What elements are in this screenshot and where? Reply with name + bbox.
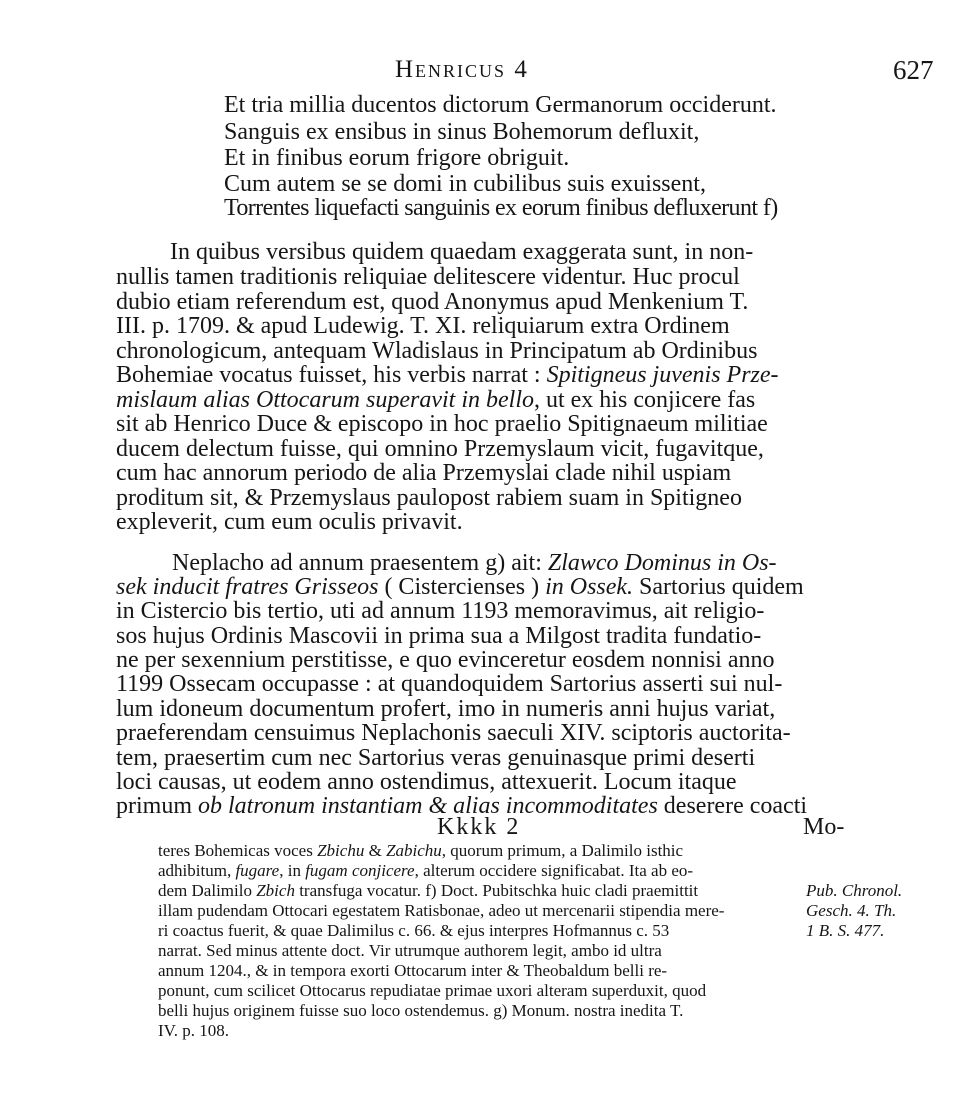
paragraph-line: In quibus versibus quidem quaedam exaggerata sunt, in non- [170,239,754,265]
text-run: adhibitum, [158,861,236,880]
italic-run: sek inducit fratres Grisseos [116,574,379,600]
paragraph-line: tem, praesertim cum nec Sartorius veras genuinasque primi deserti [116,745,756,771]
italic-run: Zabichu [386,841,442,860]
footnote-line: illam pudendam Ottocari egestatem Ratisbonae, adeo ut mercenarii stipendia mere- [158,901,725,920]
catchword: Mo- [803,814,845,840]
paragraph-line: cum hac annorum periodo de alia Przemyslai clade nihil uspiam [116,460,732,486]
text-run: , alterum occidere significabat. Ita ab eo- [414,861,694,880]
verse-line: Et in finibus eorum frigore obriguit. [224,145,570,171]
text-run: Bohemiae vocatus fuisset, his verbis narrat : [116,362,547,388]
footnote-line: narrat. Sed minus attente doct. Vir utrumque authorem legit, ambo id ultra [158,941,662,960]
footnote-line: IV. p. 108. [158,1021,229,1040]
paragraph-line: expleverit, cum eum oculis privavit. [116,509,463,535]
paragraph-line: lum idoneum documentum profert, imo in numeris anni hujus variat, [116,696,776,722]
italic-run: fugam conjicere [305,861,415,880]
text-run: teres Bohemicas voces [158,841,318,860]
running-head-title: Henricus 4 [395,56,529,83]
text-run: , in [279,861,306,880]
italic-run: fugare [235,861,280,880]
paragraph-line: proditum sit, & Przemyslaus paulopost rabiem suam in Spitigneo [116,485,742,511]
side-note-line: Pub. Chronol. [806,881,903,900]
text-run: & [364,841,387,860]
italic-run: mislaum alias Ottocarum superavit in bello [116,387,534,413]
italic-run: Zbichu [317,841,365,860]
verse-line: Sanguis ex ensibus in sinus Bohemorum defluxit, [224,119,700,145]
paragraph-line: III. p. 1709. & apud Ludewig. T. XI. reliquiarum extra Ordinem [116,313,730,339]
page-number: 627 [893,55,934,85]
italic-run: Spitigneus juvenis Prze- [546,362,779,388]
side-note-line: Gesch. 4. Th. [806,901,897,920]
paragraph-line [116,388,755,412]
paragraph-line: in Cistercio bis tertio, uti ad annum 1193 memoravimus, ait religio- [116,598,765,624]
paragraph-line [172,551,777,575]
paragraph-line: nullis tamen traditionis reliquiae delitescere videntur. Huc procul [116,264,740,290]
paragraph-line: dubio etiam referendum est, quod Anonymus apud Menkenium T. [116,289,749,315]
paragraph-line: chronologicum, antequam Wladislaus in Principatum ab Ordinibus [116,338,758,364]
verse-line: Et tria millia ducentos dictorum Germanorum occiderunt. [224,92,777,118]
italic-run: Zbich [256,881,295,900]
footnote-line: ri coactus fuerit, & quae Dalimilus c. 66. & ejus interpres Hofmannus c. 53 [158,921,670,940]
footnote-line [158,862,693,879]
text-run: , quorum primum, a Dalimilo isthic [441,841,684,860]
verse-line: Torrentes liquefacti sanguinis ex eorum finibus defluxerunt f) [224,195,778,221]
italic-run: in Ossek. [545,574,634,600]
text-run: primum [116,793,198,819]
paragraph-line [116,575,804,599]
paragraph-line: sos hujus Ordinis Mascovii in prima sua a Milgost tradita fundatio- [116,623,762,649]
footnote-line [158,842,683,859]
text-run: deserere coacti [657,793,808,819]
italic-run: Zlawco Dominus in Os- [547,550,777,576]
paragraph-line: praeferendam censuimus Neplachonis saeculi XIV. sciptoris auctorita- [116,720,791,746]
footnote-line [158,882,698,899]
side-note-line: 1 B. S. 477. [806,921,885,940]
text-run: , ut ex his conjicere fas [533,387,756,413]
footnote-line: annum 1204., & in tempora exorti Ottocarum inter & Theobaldum belli re- [158,961,668,980]
verse-line: Cum autem se se domi in cubilibus suis exuissent, [224,171,706,197]
paragraph-line: ducem delectum fuisse, qui omnino Przemyslaum vicit, fugavitque, [116,436,764,462]
text-run: ( Cistercienses ) [378,574,546,600]
paragraph-line: sit ab Henrico Duce & episcopo in hoc praelio Spitignaeum militiae [116,411,768,437]
footnote-line: ponunt, cum scilicet Ottocarus repudiatae primae uxori alteram superduxit, quod [158,981,707,1000]
text-run: transfuga vocatur. f) Doct. Pubitschka huic cladi praemittit [294,881,699,900]
paragraph-line: loci causas, ut eodem anno ostendimus, attexuerit. Locum itaque [116,769,737,795]
text-run: Sartorius quidem [633,574,804,600]
paragraph-line: 1199 Ossecam occupasse : at quandoquidem Sartorius asserti sui nul- [116,671,783,697]
paragraph-line [116,363,779,387]
signature-mark: Kkkk 2 [437,814,521,840]
italic-run: ob latronum instantiam & alias incommoditates [198,793,658,819]
footnote-line: belli hujus originem fuisse suo loco ostendemus. g) Monum. nostra inedita T. [158,1001,684,1020]
text-run: Neplacho ad annum praesentem g) ait: [172,550,548,576]
paragraph-line: ne per sexennium perstitisse, e quo evinceretur eosdem nonnisi anno [116,647,775,673]
text-run: dem Dalimilo [158,881,257,900]
